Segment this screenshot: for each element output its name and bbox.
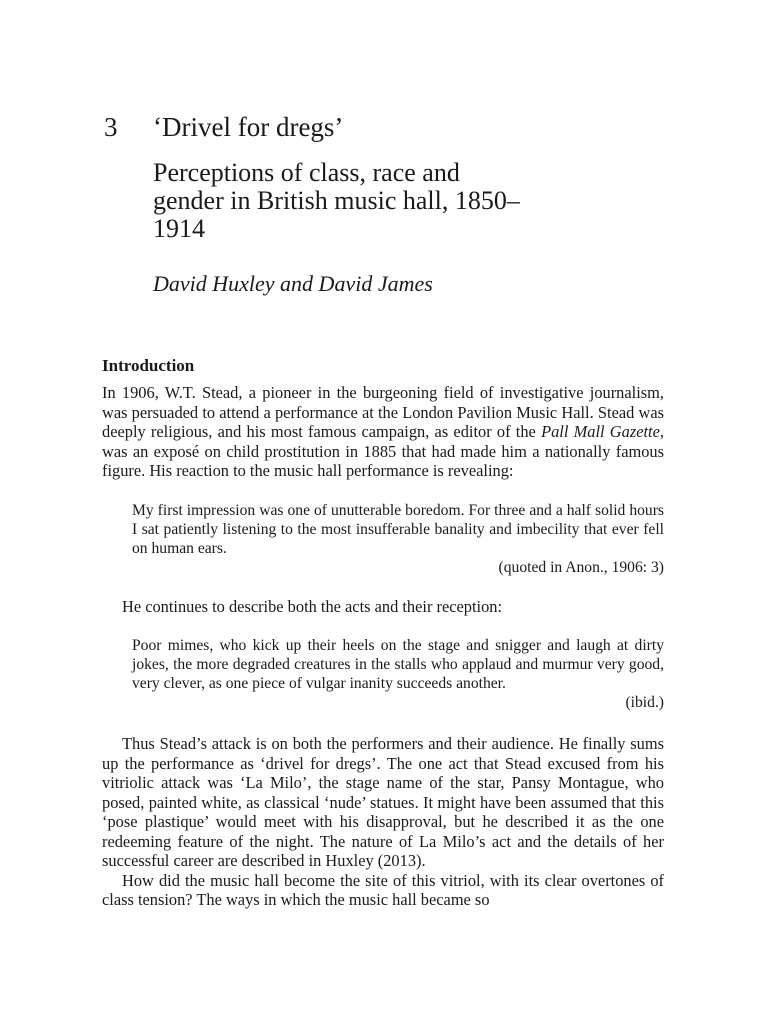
paragraph-intro [102, 383, 664, 481]
block-quote-2-text: Poor mimes, who kick up their heels on the stage and snigger and laugh at dirty jokes, the more degraded creatures in the stalls who applaud and murmur very good, very clever, as one piece of vulgar inanity succeeds another. [132, 637, 664, 692]
block-quote-1-citation: (quoted in Anon., 1906: 3) [498, 558, 664, 576]
chapter-subtitle: Perceptions of class, race and gender in British music hall, 1850–1914 [153, 158, 520, 243]
paragraph-intro-part1: In 1906, W.T. Stead, a pioneer in the burgeoning field of investigative journalism, was persuaded to attend a performance at the London Pavilion Music Hall. Stead was deeply religious, and his most famous campaign, as editor of the [102, 383, 664, 441]
chapter-number: 3 [104, 112, 118, 142]
block-quote-1-text: My first impression was one of unutterable boredom. For three and a half solid hours I sat patiently listening to the most insufferable banality and imbecility that ever fell on human ears. [132, 501, 664, 557]
section-heading: Introduction [102, 356, 195, 375]
paragraph-stead-attack: Thus Stead’s attack is on both the performers and their audience. He finally sums up the performance as ‘drivel for dregs’. The one act that Stead excused from his vitriolic attack was ‘La Milo’, the stage name of the star, Pansy Montague, who posed, painted white, as classical ‘nude’ statues. It might have been assumed that this ‘pose plastique’ would meet with his disapproval, but he described it as the one redeeming feature of the night. The nature of La Milo’s act and the details of her successful career are described in Huxley (2013). [102, 734, 664, 870]
paragraph-continues: He continues to describe both the acts and their reception: [122, 596, 503, 616]
block-quote-1 [132, 501, 664, 577]
body-text [102, 355, 664, 910]
paragraph-intro-part2: , was an exposé on child prostitution in 1885 that had made him a nationally famous figure. His reaction to the music hall performance is revealing: [102, 422, 664, 480]
block-quote-2-citation: (ibid.) [625, 694, 664, 711]
chapter-authors: David Huxley and David James [153, 271, 433, 296]
paragraph-music-hall: How did the music hall become the site of this vitriol, with its clear overtones of class tension? The ways in which the music hall became so [102, 870, 664, 909]
block-quote-2 [132, 636, 664, 712]
publication-title: Pall Mall Gazette [541, 422, 660, 441]
chapter-title: ‘Drivel for dregs’ [153, 112, 344, 142]
